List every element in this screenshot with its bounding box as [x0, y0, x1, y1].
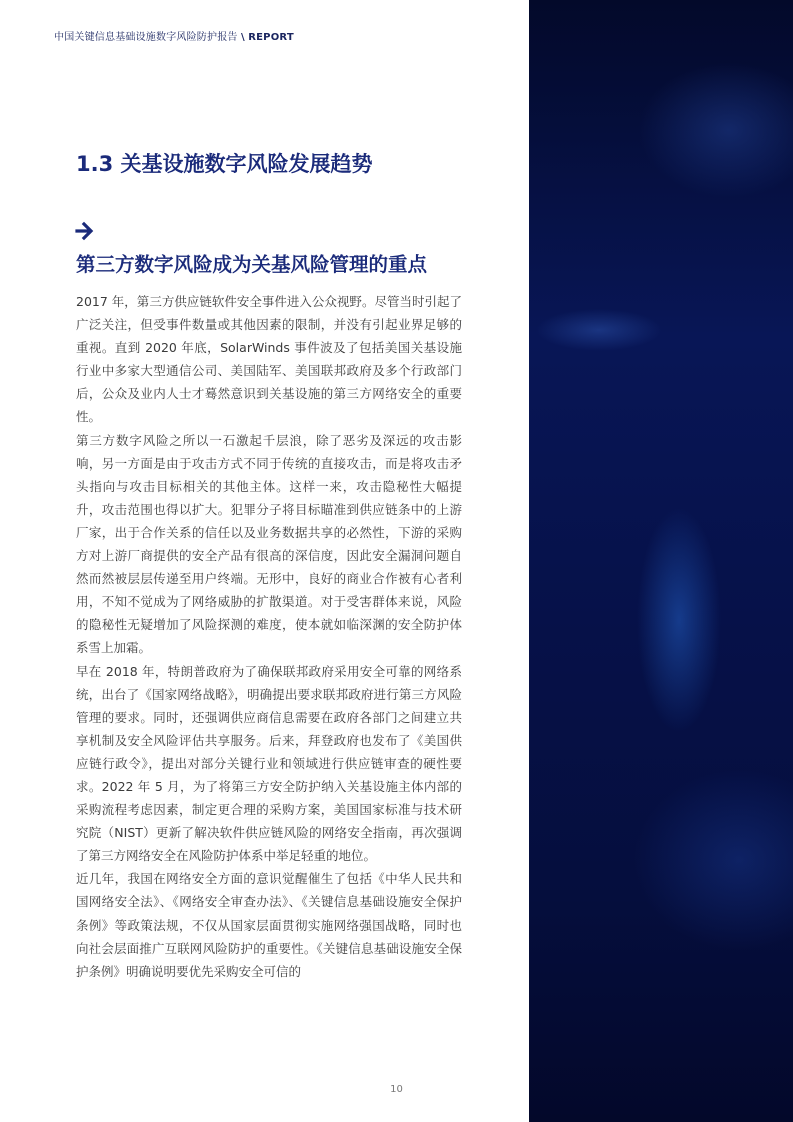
section-title: 1.3 关基设施数字风险发展趋势 — [76, 152, 373, 176]
paragraph: 2017 年，第三方供应链软件安全事件进入公众视野。尽管当时引起了广泛关注，但受事件数量或其他因素的限制，并没有引起业界足够的重视。直到 2020 年底，SolarWinds 事件波及了包括美国关基设施行业中多家大型通信公司、美国陆军、美国联邦政府及多个行政部门后，公众及业内人士才蓦然意识到关基设施的第三方网络安全的重要性。 — [76, 294, 462, 425]
arrow-right-icon — [75, 220, 95, 242]
page-number: 10 — [390, 1084, 403, 1095]
header-doc-title: 中国关键信息基础设施数字风险防护报告 — [54, 32, 238, 43]
paragraph: 早在 2018 年，特朗普政府为了确保联邦政府采用安全可靠的网络系统，出台了《国家网络战略》，明确提出要求联邦政府进行第三方风险管理的要求。同时，还强调供应商信息需要在政府各部门之间建立共享机制及安全风险评估共享服务。后来，拜登政府也发布了《美国供应链行政令》，提出对部分关键行业和领域进行供应链审查的硬性要求。2022 年 5 月，为了将第三方安全防护纳入关基设施主体内部的采购流程考虑因素，制定更合理的采购方案，美国国家标准与技术研究院（NIST）更新了解决软件供应链风险的网络安全指南，再次强调了第三方网络安全在风险防护体系中举足轻重的地位。 — [76, 663, 462, 864]
header-report-label: REPORT — [248, 32, 294, 43]
paragraph: 第三方数字风险之所以一石激起千层浪，除了恶劣及深远的攻击影响，另一方面是由于攻击方式不同于传统的直接攻击，而是将攻击矛头指向与攻击目标相关的其他主体。这样一来，攻击隐秘性大幅提升，攻击范围也得以扩大。犯罪分子将目标瞄准到供应链条中的上游厂家，出于合作关系的信任以及业务数据共享的必然性，下游的采购方对上游厂商提供的安全产品有很高的深信度，因此安全漏洞问题自然而然被层层传递至用户终端。无形中，良好的商业合作被有心者利用，不知不觉成为了网络威胁的扩散渠道。对于受害群体来说，风险的隐秘性无疑增加了风险探测的难度，使本就如临深渊的安全防护体系雪上加霜。 — [76, 432, 462, 656]
body-text — [76, 290, 462, 983]
subsection-title: 第三方数字风险成为关基风险管理的重点 — [76, 253, 428, 276]
header-separator: \ — [241, 32, 245, 43]
decorative-side-panel — [529, 0, 793, 1122]
running-header — [54, 28, 294, 43]
paragraph: 近几年，我国在网络安全方面的意识觉醒催生了包括《中华人民共和国网络安全法》、《网络安全审查办法》、《关键信息基础设施安全保护条例》等政策法规，不仅从国家层面贯彻实施网络强国战略，同时也向社会层面推广互联网风险防护的重要性。《关键信息基础设施安全保护条例》明确说明要优先采购安全可信的 — [76, 871, 462, 979]
